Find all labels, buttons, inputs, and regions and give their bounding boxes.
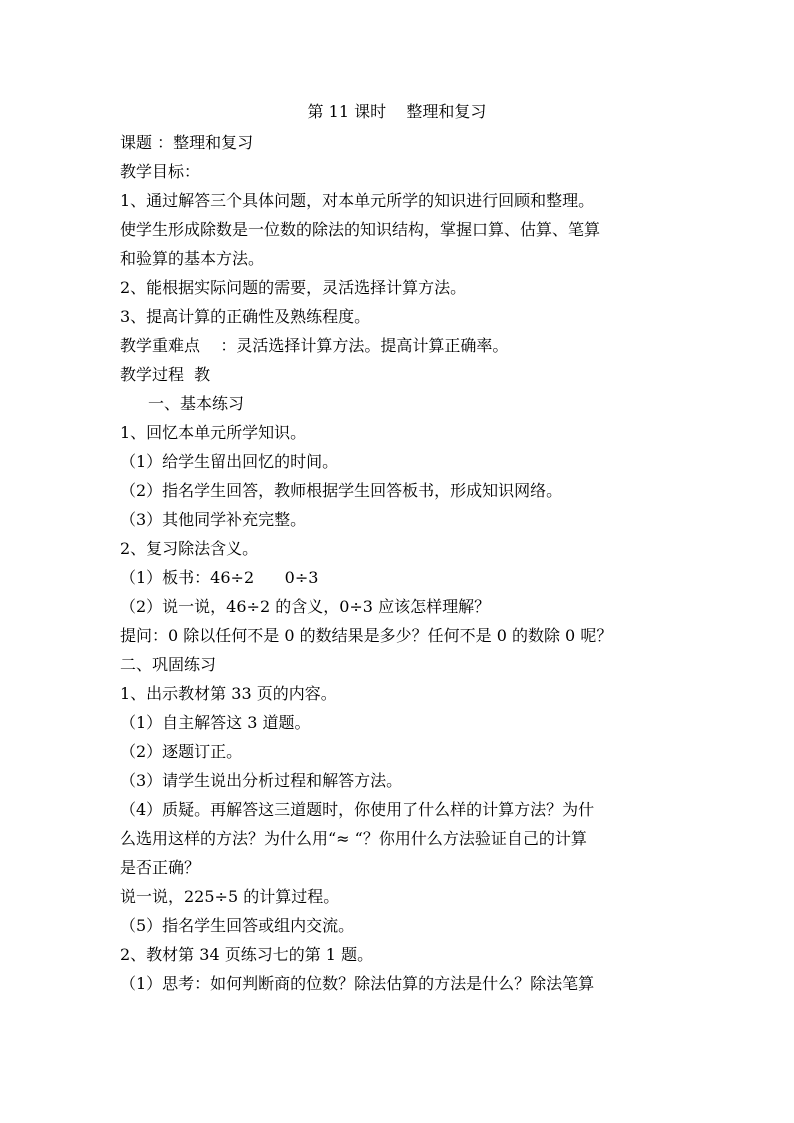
paragraph-line: 么选用这样的方法？为什么用“≈ “？你用什么方法验证自己的计算 bbox=[120, 829, 587, 848]
page-title: 第 11 课时 整理和复习 bbox=[307, 102, 487, 121]
paragraph-line: （3）请学生说出分析过程和解答方法。 bbox=[120, 771, 403, 790]
paragraph-line: （2）说一说，46÷2 的含义，0÷3 应该怎样理解？ bbox=[120, 597, 491, 616]
lesson-topic: 课题 ：整理和复习 bbox=[120, 133, 254, 152]
paragraph-line: 是否正确？ bbox=[120, 858, 201, 877]
paragraph-line: （2）逐题订正。 bbox=[120, 742, 243, 761]
paragraph-line: 2、教材第 34 页练习七的第 1 题。 bbox=[120, 945, 374, 964]
section-heading-objectives: 教学目标： bbox=[120, 162, 201, 181]
paragraph-line: （1）思考：如何判断商的位数？除法估算的方法是什么？除法笔算 bbox=[120, 974, 595, 993]
objective-line: 使学生形成除数是一位数的除法的知识结构，掌握口算、估算、笔算 bbox=[120, 220, 601, 239]
key-points-line: 教学重难点 ：灵活选择计算方法。提高计算正确率。 bbox=[120, 336, 509, 355]
objective-line: 3、提高计算的正确性及熟练程度。 bbox=[120, 307, 371, 326]
paragraph-line: （4）质疑。再解答这三道题时，你使用了什么样的计算方法？为什 bbox=[120, 800, 595, 819]
section-heading-basic-practice: 一、基本练习 bbox=[148, 394, 245, 413]
objective-line: 和验算的基本方法。 bbox=[120, 249, 265, 268]
paragraph-line: （1）自主解答这 3 道题。 bbox=[120, 713, 311, 732]
paragraph-line: （5）指名学生回答或组内交流。 bbox=[120, 916, 355, 935]
paragraph-line: 说一说，225÷5 的计算过程。 bbox=[120, 887, 340, 906]
paragraph-line: （2）指名学生回答，教师根据学生回答板书，形成知识网络。 bbox=[120, 481, 563, 500]
objective-line: 2、能根据实际问题的需要，灵活选择计算方法。 bbox=[120, 278, 467, 297]
document-body bbox=[120, 128, 690, 998]
paragraph-line: 1、出示教材第 33 页的内容。 bbox=[120, 684, 337, 703]
paragraph-line: （3）其他同学补充完整。 bbox=[120, 510, 307, 529]
paragraph-line: 1、回忆本单元所学知识。 bbox=[120, 423, 307, 442]
paragraph-line: 2、复习除法含义。 bbox=[120, 539, 259, 558]
section-heading-process: 教学过程 教 bbox=[120, 365, 211, 384]
paragraph-line: （1）板书：46÷2 0÷3 bbox=[120, 568, 319, 587]
paragraph-line: （1）给学生留出回忆的时间。 bbox=[120, 452, 339, 471]
objective-line: 1、通过解答三个具体问题，对本单元所学的知识进行回顾和整理。 bbox=[120, 191, 595, 210]
paragraph-line: 提问：0 除以任何不是 0 的数结果是多少？任何不是 0 的数除 0 呢？ bbox=[120, 626, 613, 645]
section-heading-consolidation: 二、巩固练习 bbox=[120, 655, 217, 674]
